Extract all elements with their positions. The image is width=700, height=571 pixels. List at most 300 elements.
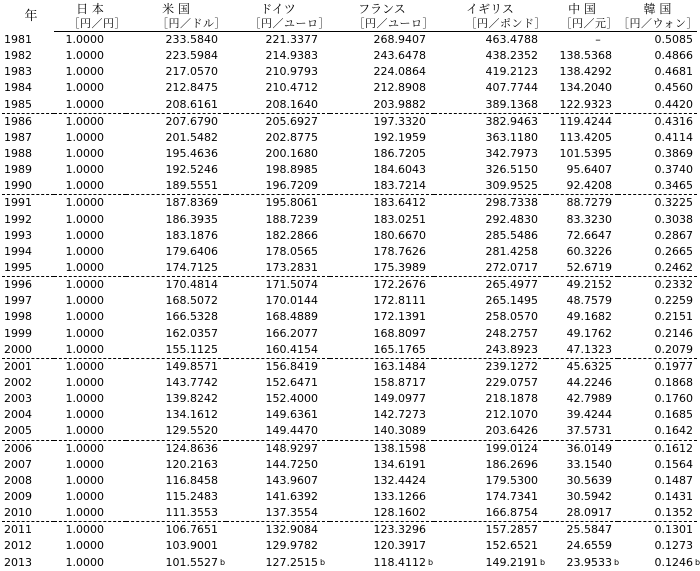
- table-body: [2, 32, 700, 571]
- year-cell: 1981: [4, 32, 32, 46]
- rate-cell-jp: 1.0000: [65, 278, 104, 292]
- rate-cell-jp: 1.0000: [65, 473, 104, 487]
- rate-cell-cn: 33.1540: [566, 457, 612, 471]
- rate-cell-us: 207.6790: [165, 114, 218, 128]
- column-header-france: フランス: [358, 1, 406, 16]
- rate-cell-jp: 1.0000: [65, 359, 104, 373]
- rate-cell-kr: 0.1685: [654, 408, 693, 422]
- rate-cell-cn: 28.0917: [546, 505, 618, 522]
- rate-cell-us: 155.1125: [126, 342, 226, 359]
- table-row: [2, 391, 697, 407]
- rate-cell-de: 208.1640: [226, 97, 330, 114]
- rate-cell-us: 129.5520: [126, 423, 226, 440]
- rate-cell-cn: 122.9323: [546, 97, 618, 114]
- rate-cell-fr: 168.8097: [373, 326, 426, 340]
- rate-cell-kr: 0.2462: [618, 260, 697, 277]
- rate-cell-cn: 36.0149: [566, 441, 612, 455]
- rate-cell-kr: 0.1301: [654, 523, 693, 537]
- rate-cell-jp: 1.0000: [65, 310, 104, 324]
- rate-cell-gb: 248.2757: [485, 326, 538, 340]
- year-cell: 2008: [4, 473, 32, 487]
- table-row: [2, 178, 697, 195]
- rate-cell-fr: 138.1598: [373, 441, 426, 455]
- year-cell: 1986: [4, 114, 32, 128]
- rate-cell-kr: 0.1273: [654, 539, 693, 553]
- rate-cell-fr: 165.1765: [330, 342, 434, 359]
- rate-cell-kr: 0.2151: [654, 310, 693, 324]
- rate-value: 0.1246: [654, 555, 693, 569]
- year-cell: 1982: [4, 49, 32, 63]
- table-row: [2, 97, 697, 114]
- rate-cell-fr: 163.1484: [373, 359, 426, 373]
- rate-cell-jp: 1.0000: [65, 49, 104, 63]
- rate-cell-kr: 0.4316: [654, 114, 693, 128]
- table-row: [2, 244, 697, 260]
- rate-cell-de: 210.4712: [265, 81, 318, 95]
- rate-cell-gb: 179.5300: [485, 473, 538, 487]
- year-cell: 2002: [4, 376, 32, 390]
- rate-cell-de: 171.5074: [265, 278, 318, 292]
- rate-cell-jp: 1.0000: [65, 490, 104, 503]
- rate-cell-kr: 0.2332: [654, 278, 693, 292]
- rate-cell-cn: 39.4244: [566, 408, 612, 422]
- rate-cell-fr: 197.3320: [373, 114, 426, 128]
- rate-cell-de: 143.9607: [265, 473, 318, 487]
- rate-cell-kr: 0.4560: [654, 81, 693, 95]
- rate-cell-kr: 0.2259: [654, 294, 693, 308]
- rate-cell-gb: 174.7341: [485, 490, 538, 503]
- rate-cell-fr: 149.0977: [373, 392, 426, 406]
- table-row: [2, 407, 697, 423]
- exchange-rate-table: [2, 0, 700, 569]
- column-unit-france: ［円／ユーロ］: [330, 16, 434, 32]
- table-row: [2, 505, 697, 522]
- table-row: [2, 64, 697, 80]
- rate-cell-jp: 1.0000: [54, 260, 126, 277]
- rate-cell-us: 124.8636: [165, 441, 218, 455]
- rate-cell-de: 202.8775: [265, 130, 318, 144]
- rate-cell-us: 103.9001: [165, 539, 218, 553]
- rate-cell-jp: 1.0000: [54, 505, 126, 522]
- year-cell: 1987: [4, 130, 32, 144]
- rate-cell-fr: 184.6043: [373, 163, 426, 177]
- rate-cell-fr: [330, 555, 434, 571]
- rate-cell-cn: 134.2040: [559, 81, 612, 95]
- year-cell: 2009: [4, 490, 32, 503]
- rate-cell-us: 168.5072: [165, 294, 218, 308]
- rate-cell-cn: 119.4244: [559, 114, 612, 128]
- rate-cell-us: 233.5840: [165, 33, 218, 47]
- rate-cell-gb: 152.6521: [485, 539, 538, 553]
- table-row: [2, 555, 697, 571]
- rate-cell-gb: 463.4788: [485, 33, 538, 47]
- year-cell: 1989: [4, 163, 32, 177]
- rate-cell-de: 152.4000: [265, 392, 318, 406]
- year-cell: 2005: [2, 423, 54, 440]
- rate-cell-fr: 243.6478: [373, 49, 426, 63]
- rate-cell-gb: 265.1495: [485, 294, 538, 308]
- rate-cell-kr: 0.1564: [654, 457, 693, 471]
- rate-cell-gb: [434, 555, 546, 571]
- rate-cell-cn: 25.5847: [566, 523, 612, 537]
- rate-cell-us: 201.5482: [165, 130, 218, 144]
- year-cell: 2012: [4, 539, 32, 553]
- rate-cell-jp: 1.0000: [65, 294, 104, 308]
- year-cell: 1984: [4, 81, 32, 95]
- rate-cell-gb: 218.1878: [485, 392, 538, 406]
- rate-cell-cn: 49.1762: [566, 326, 612, 340]
- rate-cell-de: 148.9297: [265, 441, 318, 455]
- rate-cell-us: 116.8458: [165, 473, 218, 487]
- rate-cell-cn: 92.4208: [546, 178, 618, 195]
- rate-cell-fr: 123.3296: [373, 523, 426, 537]
- rate-cell-jp: 1.0000: [65, 212, 104, 226]
- rate-cell-gb: 298.7338: [485, 196, 538, 210]
- rate-cell-us: 187.8369: [165, 196, 218, 210]
- footnote-marker: b: [320, 557, 326, 567]
- rate-cell-gb: 243.8923: [434, 342, 546, 359]
- rate-cell-de: 210.9793: [265, 65, 318, 79]
- rate-cell-de: 196.7209: [226, 178, 330, 195]
- rate-cell-de: 141.6392: [265, 490, 318, 503]
- rate-cell-kr: 0.1868: [654, 376, 693, 390]
- rate-cell-us: 111.3553: [126, 505, 226, 522]
- table-row: [2, 228, 697, 244]
- table-row: [2, 473, 697, 489]
- year-cell: 1991: [4, 196, 32, 210]
- rate-cell-jp: [54, 555, 126, 571]
- column-unit-usa: ［円／ドル］: [126, 16, 226, 32]
- rate-cell-de: 170.0144: [265, 294, 318, 308]
- year-cell: 1983: [4, 65, 32, 79]
- year-cell: 2011: [4, 523, 32, 537]
- footnote-marker: b: [614, 557, 620, 567]
- rate-value: 101.5527: [165, 555, 218, 569]
- column-header-china: 中 国: [568, 1, 596, 16]
- rate-cell-cn: –: [595, 33, 601, 47]
- table-row: [2, 326, 697, 342]
- rate-cell-us: 143.7742: [165, 376, 218, 390]
- rate-cell-cn: 72.6647: [566, 228, 612, 242]
- rate-cell-cn: 49.1682: [566, 310, 612, 324]
- rate-cell-jp: 1.0000: [65, 114, 104, 128]
- rate-cell-de: 160.4154: [226, 342, 330, 359]
- table-row: [2, 440, 697, 457]
- column-header-usa: 米 国: [162, 1, 190, 16]
- rate-cell-de: 137.3554: [226, 505, 330, 522]
- rate-cell-de: 166.2077: [265, 326, 318, 340]
- column-header-korea: 韓 国: [643, 1, 672, 16]
- rate-cell-cn: 138.4292: [559, 65, 612, 79]
- rate-cell-de: [226, 555, 330, 571]
- rate-cell-jp: 1.0000: [65, 408, 104, 422]
- rate-cell-de: 221.3377: [265, 33, 318, 47]
- rate-cell-cn: 37.5731: [546, 423, 618, 440]
- rate-cell-jp: 1.0000: [54, 342, 126, 359]
- rate-cell-kr: 0.4420: [618, 97, 697, 114]
- year-cell: 1988: [4, 147, 32, 161]
- rate-cell-kr: 0.1612: [654, 441, 693, 455]
- rate-cell-cn: 30.5639: [566, 473, 612, 487]
- rate-cell-kr: 0.3869: [654, 147, 693, 161]
- rate-value: 127.2515: [265, 555, 318, 569]
- rate-cell-cn: 88.7279: [566, 196, 612, 210]
- year-cell: 1999: [4, 326, 32, 340]
- rate-cell-kr: 0.1642: [618, 423, 697, 440]
- footnote-marker: b: [540, 557, 546, 567]
- rate-cell-jp: 1.0000: [65, 441, 104, 455]
- year-cell: 2010: [2, 505, 54, 522]
- rate-cell-us: 174.7125: [126, 260, 226, 277]
- rate-cell-us: 139.8242: [165, 392, 218, 406]
- rate-cell-jp: 1.0000: [65, 65, 104, 79]
- rate-cell-fr: 183.0251: [373, 212, 426, 226]
- rate-cell-jp: 1.0000: [65, 523, 104, 537]
- rate-cell-jp: 1.0000: [65, 376, 104, 390]
- table-row: [2, 375, 697, 391]
- table-row: [2, 162, 697, 178]
- rate-cell-gb: 272.0717: [434, 260, 546, 277]
- rate-cell-de: 168.4889: [265, 310, 318, 324]
- rate-cell-cn: 49.2152: [566, 278, 612, 292]
- rate-cell-kr: 0.3038: [654, 212, 693, 226]
- rate-cell-cn: 113.4205: [559, 130, 612, 144]
- year-cell: 2001: [4, 359, 32, 373]
- rate-cell-gb: 309.9525: [434, 178, 546, 195]
- rate-cell-cn: 45.6325: [566, 359, 612, 373]
- rate-cell-fr: 140.3089: [330, 423, 434, 440]
- rate-cell-cn: 101.5395: [559, 147, 612, 161]
- rate-cell-fr: 158.8717: [373, 376, 426, 390]
- rate-cell-jp: 1.0000: [65, 539, 104, 553]
- rate-cell-jp: 1.0000: [65, 33, 104, 47]
- year-cell: 1993: [4, 228, 32, 242]
- rate-cell-gb: 212.1070: [485, 408, 538, 422]
- rate-cell-de: 188.7239: [265, 212, 318, 226]
- table-row: [2, 80, 697, 96]
- rate-cell-cn: 30.5942: [566, 490, 612, 503]
- rate-cell-gb: 285.5486: [485, 228, 538, 242]
- rate-cell-de: 152.6471: [265, 376, 318, 390]
- table-row: [2, 146, 697, 162]
- table-row: [2, 522, 697, 539]
- rate-cell-gb: 281.4258: [485, 244, 538, 258]
- rate-cell-gb: 382.9463: [485, 114, 538, 128]
- rate-cell-kr: 0.1760: [654, 392, 693, 406]
- rate-cell-gb: 186.2696: [485, 457, 538, 471]
- rate-cell-fr: 172.2676: [373, 278, 426, 292]
- column-header-japan: 日 本: [76, 1, 104, 16]
- rate-cell-jp: 1.0000: [65, 147, 104, 161]
- rate-cell-cn: [546, 555, 618, 571]
- year-cell: 1992: [4, 212, 32, 226]
- rate-cell-us: 134.1612: [165, 408, 218, 422]
- rate-cell-kr: 0.4681: [654, 65, 693, 79]
- year-cell: 2003: [4, 392, 32, 406]
- year-cell: 2006: [4, 441, 32, 455]
- rate-cell-gb: 157.2857: [485, 523, 538, 537]
- rate-cell-us: 149.8571: [165, 359, 218, 373]
- year-cell: 1997: [4, 294, 32, 308]
- rate-cell-jp: 1.0000: [65, 228, 104, 242]
- rate-cell-us: 162.0357: [165, 326, 218, 340]
- rate-cell-us: 192.5246: [165, 163, 218, 177]
- rate-cell-jp: 1.0000: [65, 392, 104, 406]
- rate-cell-kr: 0.4114: [654, 130, 693, 144]
- rate-cell-de: 129.9782: [265, 539, 318, 553]
- rate-cell-kr: 0.1352: [618, 505, 697, 522]
- rate-cell-fr: 224.0864: [373, 65, 426, 79]
- rate-cell-cn: 42.7989: [566, 392, 612, 406]
- rate-cell-fr: 142.7273: [373, 408, 426, 422]
- year-cell: 1985: [2, 97, 54, 114]
- rate-cell-fr: 183.7214: [330, 178, 434, 195]
- rate-cell-us: 120.2163: [165, 457, 218, 471]
- table-row: [2, 48, 697, 64]
- rate-cell-cn: 48.7579: [566, 294, 612, 308]
- rate-cell-fr: 172.1391: [373, 310, 426, 324]
- rate-cell-us: 223.5984: [165, 49, 218, 63]
- rate-cell-us: 115.2483: [165, 490, 218, 503]
- rate-cell-cn: 60.3226: [566, 244, 612, 258]
- rate-value: 1.0000: [65, 555, 104, 569]
- rate-cell-fr: 203.9882: [330, 97, 434, 114]
- column-unit-germany: ［円／ユーロ］: [226, 16, 330, 32]
- rate-cell-cn: 138.5368: [559, 49, 612, 63]
- column-unit-japan: ［円／円］: [54, 16, 126, 32]
- rate-cell-fr: 192.1959: [373, 130, 426, 144]
- rate-cell-jp: 1.0000: [65, 244, 104, 258]
- rate-cell-fr: 183.6412: [373, 196, 426, 210]
- rate-cell-gb: 265.4977: [485, 278, 538, 292]
- rate-cell-fr: 134.6191: [373, 457, 426, 471]
- rate-cell-kr: 0.1487: [654, 473, 693, 487]
- rate-cell-fr: 172.8111: [373, 294, 426, 308]
- rate-cell-de: 214.9383: [265, 49, 318, 63]
- rate-cell-de: 178.0565: [265, 244, 318, 258]
- rate-cell-us: 195.4636: [165, 147, 218, 161]
- rate-cell-de: 198.8985: [265, 163, 318, 177]
- rate-cell-kr: 0.4866: [654, 49, 693, 63]
- rate-cell-us: 189.5551: [126, 178, 226, 195]
- footnote-marker: b: [220, 557, 226, 567]
- rate-cell-jp: 1.0000: [65, 81, 104, 95]
- rate-cell-kr: 0.3740: [654, 163, 693, 177]
- rate-cell-de: 182.2866: [265, 228, 318, 242]
- rate-cell-de: 173.2831: [226, 260, 330, 277]
- rate-cell-de: 149.6361: [265, 408, 318, 422]
- footnote-marker: b: [695, 557, 700, 567]
- rate-cell-gb: 239.1272: [485, 359, 538, 373]
- table-row: [2, 358, 697, 375]
- rate-cell-kr: 0.5085: [654, 33, 693, 47]
- table-row: [2, 538, 697, 554]
- year-cell: 2000: [2, 342, 54, 359]
- rate-cell-cn: 24.6559: [566, 539, 612, 553]
- rate-cell-de: 149.4470: [226, 423, 330, 440]
- rate-value: 23.9533: [566, 555, 612, 569]
- rate-cell-gb: 419.2123: [485, 65, 538, 79]
- rate-cell-jp: 1.0000: [65, 196, 104, 210]
- rate-cell-fr: 212.8908: [373, 81, 426, 95]
- table-row: [2, 342, 697, 359]
- table-row: [2, 260, 697, 277]
- rate-cell-de: 156.8419: [265, 359, 318, 373]
- year-cell: 1990: [2, 178, 54, 195]
- rate-cell-de: 144.7250: [265, 457, 318, 471]
- rate-cell-gb: 389.1368: [434, 97, 546, 114]
- table-row: [2, 277, 697, 294]
- rate-cell-fr: 128.1602: [330, 505, 434, 522]
- rate-cell-de: 200.1680: [265, 147, 318, 161]
- rate-cell-gb: 438.2352: [485, 49, 538, 63]
- table-row: [2, 457, 697, 473]
- column-unit-china: ［円／元］: [546, 16, 618, 32]
- table-row: [2, 489, 697, 505]
- rate-cell-jp: 1.0000: [54, 178, 126, 195]
- rate-cell-gb: 203.6426: [434, 423, 546, 440]
- rate-cell-cn: 47.1323: [546, 342, 618, 359]
- year-cell: 1994: [4, 244, 32, 258]
- table-row: [2, 423, 697, 440]
- rate-cell-cn: 52.6719: [546, 260, 618, 277]
- rate-cell-gb: 292.4830: [485, 212, 538, 226]
- rate-cell-fr: 132.4424: [373, 473, 426, 487]
- rate-cell-gb: 166.8754: [434, 505, 546, 522]
- rate-cell-jp: 1.0000: [65, 163, 104, 177]
- column-unit-uk: ［円／ポンド］: [434, 16, 546, 32]
- rate-cell-kr: 0.3225: [654, 196, 693, 210]
- table-row: [2, 32, 697, 49]
- column-header-germany: ドイツ: [260, 1, 296, 16]
- rate-cell-us: 170.4814: [165, 278, 218, 292]
- footnote-marker: b: [428, 557, 434, 567]
- rate-cell-gb: 258.0570: [485, 310, 538, 324]
- rate-cell-gb: 199.0124: [485, 441, 538, 455]
- column-unit-korea: ［円／ウォン］: [618, 17, 699, 30]
- rate-cell-gb: 363.1180: [485, 130, 538, 144]
- table-row: [2, 130, 697, 146]
- rate-cell-jp: 1.0000: [65, 130, 104, 144]
- rate-cell-fr: 186.7205: [373, 147, 426, 161]
- rate-cell-cn: 95.6407: [566, 163, 612, 177]
- rate-cell-jp: 1.0000: [54, 423, 126, 440]
- rate-cell-kr: [618, 555, 700, 571]
- rate-cell-fr: 175.3989: [330, 260, 434, 277]
- table-row: [2, 195, 697, 212]
- rate-cell-fr: 268.9407: [373, 33, 426, 47]
- column-header-uk: イギリス: [466, 1, 514, 16]
- rate-value: 149.2191: [485, 555, 538, 569]
- rate-cell-jp: 1.0000: [65, 326, 104, 340]
- year-cell: 1995: [2, 260, 54, 277]
- rate-value: 118.4112: [373, 555, 426, 569]
- rate-cell-de: 195.8061: [265, 196, 318, 210]
- table-row: [2, 212, 697, 228]
- year-header: 年: [24, 9, 38, 25]
- year-cell: 1998: [4, 310, 32, 324]
- rate-cell-kr: 0.1977: [654, 359, 693, 373]
- rate-cell-kr: 0.2665: [654, 244, 693, 258]
- rate-cell-kr: 0.2079: [618, 342, 697, 359]
- table-row: [2, 309, 697, 325]
- rate-cell-us: 208.6161: [126, 97, 226, 114]
- year-cell: 1996: [4, 278, 32, 292]
- table-row: [2, 293, 697, 309]
- rate-cell-cn: 44.2246: [566, 376, 612, 390]
- rate-cell-us: 183.1876: [165, 228, 218, 242]
- rate-cell-us: 179.6406: [165, 244, 218, 258]
